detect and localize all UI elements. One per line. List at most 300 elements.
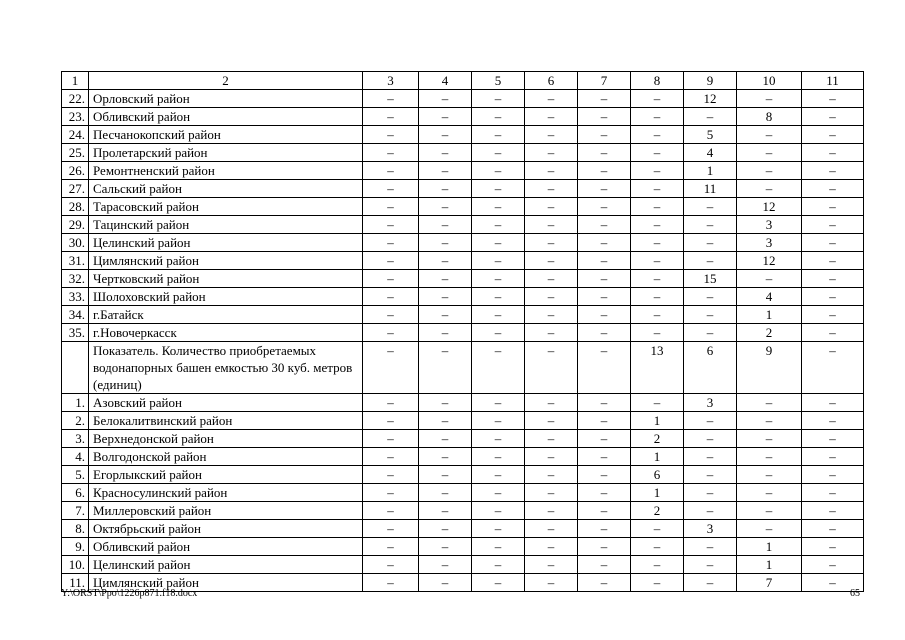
value-cell: – — [737, 502, 802, 520]
value-cell: – — [363, 574, 419, 592]
value-cell: – — [737, 520, 802, 538]
column-header: 3 — [363, 72, 419, 90]
value-cell: – — [802, 502, 864, 520]
value-cell: – — [631, 180, 684, 198]
value-cell: – — [631, 234, 684, 252]
value-cell: – — [472, 412, 525, 430]
row-name: Целинский район — [89, 556, 363, 574]
value-cell: 3 — [737, 234, 802, 252]
row-number: 4. — [62, 448, 89, 466]
value-cell: 9 — [737, 342, 802, 394]
value-cell: – — [578, 466, 631, 484]
row-number: 25. — [62, 144, 89, 162]
value-cell: – — [525, 520, 578, 538]
value-cell: – — [684, 466, 737, 484]
value-cell: – — [363, 216, 419, 234]
table-row — [62, 216, 864, 234]
value-cell: – — [419, 538, 472, 556]
value-cell: – — [631, 556, 684, 574]
value-cell: – — [472, 394, 525, 412]
value-cell: 2 — [631, 430, 684, 448]
value-cell: – — [631, 538, 684, 556]
value-cell: – — [525, 126, 578, 144]
value-cell: – — [802, 234, 864, 252]
table-row — [62, 394, 864, 412]
value-cell: – — [802, 270, 864, 288]
value-cell: – — [363, 324, 419, 342]
value-cell: 12 — [737, 198, 802, 216]
value-cell: – — [578, 162, 631, 180]
value-cell: – — [525, 288, 578, 306]
value-cell: – — [737, 466, 802, 484]
row-number: 31. — [62, 252, 89, 270]
value-cell: – — [363, 520, 419, 538]
value-cell: – — [525, 144, 578, 162]
table-row — [62, 288, 864, 306]
value-cell: – — [419, 90, 472, 108]
table-row — [62, 252, 864, 270]
table-row — [62, 126, 864, 144]
row-name: г.Батайск — [89, 306, 363, 324]
table-row — [62, 144, 864, 162]
value-cell: – — [472, 502, 525, 520]
row-name: Цимлянский район — [89, 574, 363, 592]
value-cell: – — [578, 288, 631, 306]
value-cell: – — [578, 216, 631, 234]
row-name: Красносулинский район — [89, 484, 363, 502]
value-cell: – — [578, 342, 631, 394]
value-cell: – — [802, 484, 864, 502]
row-number: 3. — [62, 430, 89, 448]
value-cell: – — [684, 252, 737, 270]
value-cell: – — [363, 342, 419, 394]
column-header: 6 — [525, 72, 578, 90]
value-cell: – — [737, 412, 802, 430]
value-cell: – — [684, 574, 737, 592]
value-cell: – — [684, 288, 737, 306]
value-cell: – — [737, 484, 802, 502]
row-name: Орловский район — [89, 90, 363, 108]
value-cell: – — [802, 538, 864, 556]
value-cell: – — [802, 252, 864, 270]
value-cell: – — [525, 306, 578, 324]
value-cell: – — [363, 288, 419, 306]
value-cell: – — [363, 394, 419, 412]
table-row — [62, 520, 864, 538]
column-header: 5 — [472, 72, 525, 90]
value-cell: 3 — [737, 216, 802, 234]
value-cell: 2 — [631, 502, 684, 520]
table-row — [62, 234, 864, 252]
row-number: 1. — [62, 394, 89, 412]
value-cell: – — [472, 234, 525, 252]
value-cell: – — [363, 466, 419, 484]
table-row — [62, 180, 864, 198]
value-cell: – — [578, 234, 631, 252]
value-cell: – — [472, 270, 525, 288]
value-cell: – — [737, 430, 802, 448]
value-cell: 11 — [684, 180, 737, 198]
row-name: Цимлянский район — [89, 252, 363, 270]
row-number: 24. — [62, 126, 89, 144]
value-cell: 15 — [684, 270, 737, 288]
value-cell: – — [802, 448, 864, 466]
value-cell: – — [525, 198, 578, 216]
value-cell: – — [578, 108, 631, 126]
column-header: 9 — [684, 72, 737, 90]
value-cell: – — [525, 466, 578, 484]
value-cell: – — [472, 574, 525, 592]
row-name: г.Новочеркасск — [89, 324, 363, 342]
value-cell: – — [802, 394, 864, 412]
value-cell: – — [631, 306, 684, 324]
value-cell: – — [525, 556, 578, 574]
value-cell: – — [802, 556, 864, 574]
value-cell: – — [631, 108, 684, 126]
table-row — [62, 538, 864, 556]
value-cell: – — [419, 574, 472, 592]
value-cell: – — [737, 180, 802, 198]
value-cell: – — [578, 484, 631, 502]
value-cell: – — [684, 198, 737, 216]
table-row — [62, 430, 864, 448]
value-cell: – — [525, 448, 578, 466]
value-cell: – — [802, 144, 864, 162]
value-cell: – — [802, 430, 864, 448]
value-cell: – — [684, 412, 737, 430]
value-cell: – — [578, 306, 631, 324]
value-cell: – — [802, 466, 864, 484]
value-cell: – — [578, 324, 631, 342]
value-cell: – — [684, 234, 737, 252]
value-cell: – — [472, 342, 525, 394]
value-cell: – — [419, 198, 472, 216]
value-cell: – — [363, 430, 419, 448]
value-cell: – — [802, 412, 864, 430]
value-cell: – — [525, 502, 578, 520]
row-number: 7. — [62, 502, 89, 520]
value-cell: – — [363, 90, 419, 108]
value-cell: 4 — [737, 288, 802, 306]
row-number: 28. — [62, 198, 89, 216]
row-name: Чертковский район — [89, 270, 363, 288]
value-cell: – — [419, 342, 472, 394]
value-cell: – — [363, 306, 419, 324]
value-cell: – — [631, 324, 684, 342]
value-cell: – — [578, 90, 631, 108]
value-cell: 3 — [684, 394, 737, 412]
value-cell: – — [802, 108, 864, 126]
value-cell: – — [472, 466, 525, 484]
value-cell: – — [578, 144, 631, 162]
value-cell: – — [737, 126, 802, 144]
value-cell: 6 — [684, 342, 737, 394]
row-name: Ремонтненский район — [89, 162, 363, 180]
value-cell: – — [472, 126, 525, 144]
value-cell: – — [363, 502, 419, 520]
value-cell: – — [631, 216, 684, 234]
value-cell: – — [525, 234, 578, 252]
value-cell: – — [419, 556, 472, 574]
value-cell: – — [684, 556, 737, 574]
value-cell: – — [631, 574, 684, 592]
row-name: Миллеровский район — [89, 502, 363, 520]
page-number: 65 — [850, 588, 860, 599]
value-cell: 7 — [737, 574, 802, 592]
value-cell: – — [525, 430, 578, 448]
value-cell: – — [525, 216, 578, 234]
column-header: 7 — [578, 72, 631, 90]
table-row — [62, 342, 864, 394]
value-cell: – — [578, 520, 631, 538]
value-cell: – — [525, 180, 578, 198]
value-cell: 1 — [737, 306, 802, 324]
table-row — [62, 484, 864, 502]
value-cell: 4 — [684, 144, 737, 162]
value-cell: – — [578, 252, 631, 270]
value-cell: – — [419, 162, 472, 180]
table-row — [62, 162, 864, 180]
value-cell: – — [419, 430, 472, 448]
value-cell: – — [802, 324, 864, 342]
value-cell: – — [472, 306, 525, 324]
row-name: Тарасовский район — [89, 198, 363, 216]
value-cell: – — [472, 520, 525, 538]
value-cell: – — [802, 90, 864, 108]
row-name: Показатель. Количество приобретаемых водонапорных башен емкостью 30 куб. метров (единиц) — [89, 342, 363, 394]
table-row — [62, 108, 864, 126]
row-name: Волгодонской район — [89, 448, 363, 466]
value-cell: – — [363, 538, 419, 556]
value-cell: – — [419, 288, 472, 306]
value-cell: – — [631, 162, 684, 180]
value-cell: 8 — [737, 108, 802, 126]
value-cell: 13 — [631, 342, 684, 394]
row-number: 32. — [62, 270, 89, 288]
table-row — [62, 556, 864, 574]
row-number: 10. — [62, 556, 89, 574]
file-path: Y:\ORST\Ppo\1226p871.f18.docx — [61, 588, 198, 599]
table-row — [62, 306, 864, 324]
value-cell: – — [802, 574, 864, 592]
row-name: Белокалитвинский район — [89, 412, 363, 430]
value-cell: – — [472, 252, 525, 270]
value-cell: 3 — [684, 520, 737, 538]
value-cell: – — [419, 306, 472, 324]
value-cell: – — [363, 108, 419, 126]
value-cell: – — [802, 288, 864, 306]
value-cell: – — [684, 538, 737, 556]
row-number: 35. — [62, 324, 89, 342]
row-name: Тацинский район — [89, 216, 363, 234]
value-cell: – — [363, 198, 419, 216]
value-cell: – — [578, 538, 631, 556]
table-row — [62, 466, 864, 484]
value-cell: – — [578, 270, 631, 288]
value-cell: – — [525, 252, 578, 270]
value-cell: – — [363, 448, 419, 466]
table-row — [62, 412, 864, 430]
value-cell: – — [578, 448, 631, 466]
value-cell: 1 — [737, 556, 802, 574]
row-name: Шолоховский район — [89, 288, 363, 306]
row-name: Обливский район — [89, 538, 363, 556]
value-cell: – — [363, 234, 419, 252]
table-row — [62, 448, 864, 466]
value-cell: – — [737, 144, 802, 162]
value-cell: – — [631, 270, 684, 288]
row-number — [62, 342, 89, 394]
table-row — [62, 90, 864, 108]
value-cell: – — [525, 538, 578, 556]
value-cell: – — [472, 198, 525, 216]
row-number: 33. — [62, 288, 89, 306]
row-number: 26. — [62, 162, 89, 180]
value-cell: – — [802, 520, 864, 538]
value-cell: – — [684, 108, 737, 126]
value-cell: – — [525, 412, 578, 430]
value-cell: – — [363, 556, 419, 574]
value-cell: – — [578, 180, 631, 198]
value-cell: – — [472, 216, 525, 234]
column-header: 8 — [631, 72, 684, 90]
value-cell: – — [737, 162, 802, 180]
value-cell: – — [419, 252, 472, 270]
value-cell: – — [802, 198, 864, 216]
value-cell: – — [472, 162, 525, 180]
value-cell: – — [684, 216, 737, 234]
table-row — [62, 270, 864, 288]
value-cell: – — [684, 306, 737, 324]
value-cell: 6 — [631, 466, 684, 484]
value-cell: – — [472, 448, 525, 466]
value-cell: – — [419, 216, 472, 234]
column-header: 11 — [802, 72, 864, 90]
value-cell: – — [525, 484, 578, 502]
value-cell: 1 — [631, 484, 684, 502]
row-name: Пролетарский район — [89, 144, 363, 162]
value-cell: – — [363, 270, 419, 288]
value-cell: – — [802, 216, 864, 234]
value-cell: – — [578, 574, 631, 592]
value-cell: – — [525, 162, 578, 180]
value-cell: – — [472, 556, 525, 574]
row-name: Азовский район — [89, 394, 363, 412]
value-cell: – — [802, 306, 864, 324]
value-cell: – — [419, 466, 472, 484]
value-cell: – — [631, 126, 684, 144]
row-number: 27. — [62, 180, 89, 198]
column-header: 4 — [419, 72, 472, 90]
value-cell: – — [419, 324, 472, 342]
value-cell: – — [525, 108, 578, 126]
value-cell: – — [472, 144, 525, 162]
value-cell: – — [472, 180, 525, 198]
value-cell: – — [631, 394, 684, 412]
value-cell: – — [419, 144, 472, 162]
table-body — [62, 72, 864, 592]
column-header: 2 — [89, 72, 363, 90]
value-cell: – — [472, 430, 525, 448]
value-cell: – — [363, 126, 419, 144]
value-cell: – — [631, 252, 684, 270]
value-cell: – — [525, 90, 578, 108]
row-name: Обливский район — [89, 108, 363, 126]
value-cell: – — [737, 394, 802, 412]
row-number: 11. — [62, 574, 89, 592]
value-cell: – — [363, 412, 419, 430]
value-cell: – — [578, 556, 631, 574]
value-cell: – — [419, 234, 472, 252]
row-name: Верхнедонской район — [89, 430, 363, 448]
value-cell: – — [525, 394, 578, 412]
value-cell: – — [631, 144, 684, 162]
value-cell: – — [419, 484, 472, 502]
value-cell: 1 — [631, 412, 684, 430]
value-cell: – — [419, 270, 472, 288]
value-cell: – — [363, 144, 419, 162]
value-cell: – — [419, 448, 472, 466]
value-cell: – — [578, 502, 631, 520]
value-cell: – — [737, 270, 802, 288]
value-cell: 12 — [737, 252, 802, 270]
value-cell: 2 — [737, 324, 802, 342]
value-cell: – — [684, 502, 737, 520]
value-cell: – — [419, 394, 472, 412]
value-cell: – — [684, 484, 737, 502]
data-table — [61, 71, 864, 592]
value-cell: – — [419, 502, 472, 520]
value-cell: – — [525, 324, 578, 342]
row-name: Целинский район — [89, 234, 363, 252]
value-cell: – — [525, 574, 578, 592]
value-cell: – — [363, 484, 419, 502]
value-cell: – — [525, 270, 578, 288]
value-cell: – — [631, 520, 684, 538]
value-cell: – — [419, 108, 472, 126]
value-cell: 12 — [684, 90, 737, 108]
row-number: 6. — [62, 484, 89, 502]
value-cell: – — [802, 342, 864, 394]
value-cell: – — [737, 90, 802, 108]
value-cell: – — [578, 126, 631, 144]
value-cell: – — [802, 126, 864, 144]
value-cell: – — [472, 324, 525, 342]
value-cell: – — [684, 448, 737, 466]
row-name: Песчанокопский район — [89, 126, 363, 144]
column-header: 1 — [62, 72, 89, 90]
row-number: 29. — [62, 216, 89, 234]
row-name: Октябрьский район — [89, 520, 363, 538]
value-cell: – — [631, 288, 684, 306]
value-cell: – — [631, 90, 684, 108]
row-number: 34. — [62, 306, 89, 324]
row-name: Сальский район — [89, 180, 363, 198]
value-cell: 1 — [631, 448, 684, 466]
value-cell: – — [525, 342, 578, 394]
value-cell: 1 — [684, 162, 737, 180]
value-cell: – — [737, 448, 802, 466]
value-cell: – — [419, 180, 472, 198]
value-cell: – — [684, 324, 737, 342]
row-number: 5. — [62, 466, 89, 484]
row-number: 30. — [62, 234, 89, 252]
value-cell: – — [578, 412, 631, 430]
table-row — [62, 502, 864, 520]
value-cell: – — [472, 90, 525, 108]
column-header: 10 — [737, 72, 802, 90]
value-cell: – — [472, 484, 525, 502]
